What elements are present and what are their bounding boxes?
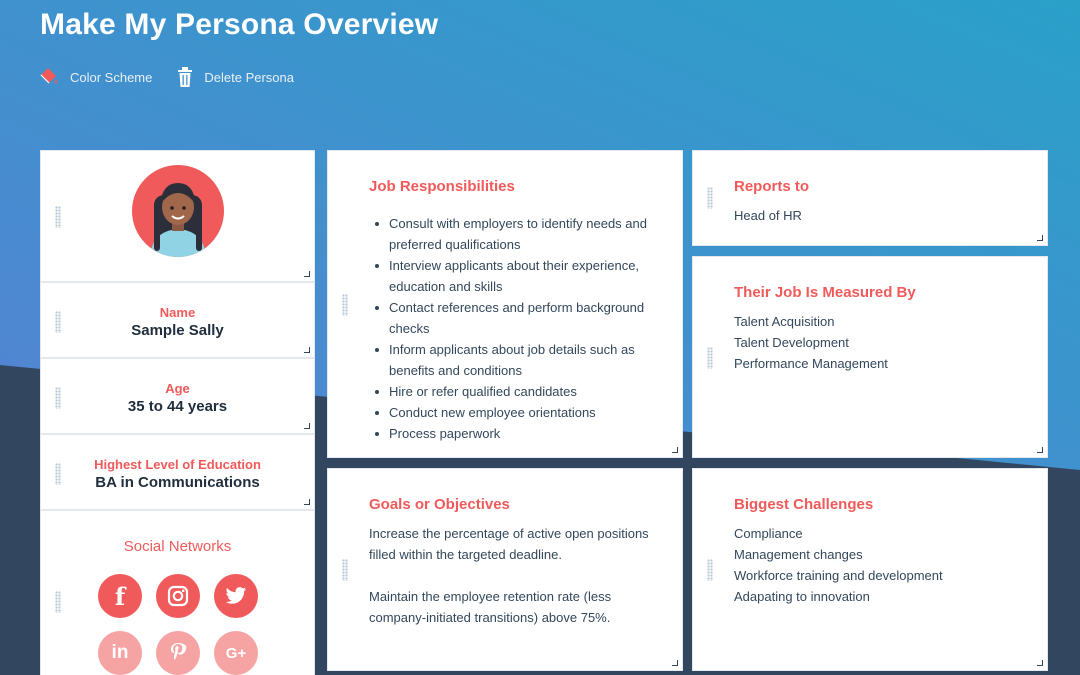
reports-to-value[interactable]: Head of HR xyxy=(734,208,802,223)
drag-handle[interactable] xyxy=(55,591,61,613)
resize-handle[interactable] xyxy=(1037,235,1043,241)
measured-by-title: Their Job Is Measured By xyxy=(734,284,916,301)
toolbar xyxy=(38,66,294,88)
trash-icon xyxy=(176,66,194,88)
resize-handle[interactable] xyxy=(1037,660,1043,666)
drag-handle[interactable] xyxy=(707,347,713,369)
resize-handle[interactable] xyxy=(304,271,310,277)
goals-title: Goals or Objectives xyxy=(369,496,510,513)
list-item[interactable]: Interview applicants about their experience, education and skills xyxy=(369,255,654,297)
goal-paragraph: Increase the percentage of active open positions filled within the targeted deadline. xyxy=(369,526,649,562)
age-card xyxy=(40,358,315,434)
avatar-card xyxy=(40,150,315,282)
delete-persona-label: Delete Persona xyxy=(204,69,294,85)
color-scheme-label: Color Scheme xyxy=(70,69,153,85)
name-value[interactable]: Sample Sally xyxy=(131,322,224,339)
list-item[interactable]: Conduct new employee orientations xyxy=(369,402,654,423)
facebook-icon[interactable]: f xyxy=(98,574,142,618)
resize-handle[interactable] xyxy=(304,499,310,505)
linkedin-icon[interactable]: in xyxy=(98,631,142,675)
goals-card xyxy=(327,468,683,671)
instagram-icon[interactable] xyxy=(156,574,200,618)
job-responsibilities-list xyxy=(369,213,654,444)
challenges-title: Biggest Challenges xyxy=(734,496,874,513)
measured-by-card xyxy=(692,256,1048,458)
age-label: Age xyxy=(165,381,190,396)
name-label: Name xyxy=(159,305,196,320)
page-title: Make My Persona Overview xyxy=(40,8,439,41)
job-responsibilities-card xyxy=(327,150,683,458)
name-card xyxy=(40,282,315,358)
challenges-list[interactable] xyxy=(734,523,943,607)
drag-handle[interactable] xyxy=(55,206,61,228)
social-networks-card xyxy=(40,510,315,675)
social-networks-title: Social Networks xyxy=(123,538,232,555)
resize-handle[interactable] xyxy=(672,447,678,453)
resize-handle[interactable] xyxy=(304,347,310,353)
drag-handle[interactable] xyxy=(707,187,713,209)
goal-paragraph: Maintain the employee retention rate (less company-initiated transitions) above 75%. xyxy=(369,589,612,625)
avatar xyxy=(132,165,224,257)
color-scheme-button[interactable] xyxy=(38,66,152,88)
list-item: Workforce training and development xyxy=(734,568,943,583)
education-card xyxy=(40,434,315,510)
paint-bucket-icon xyxy=(38,66,60,88)
reports-to-card xyxy=(692,150,1048,246)
list-item: Performance Management xyxy=(734,356,888,371)
reports-to-title: Reports to xyxy=(734,178,809,195)
drag-handle[interactable] xyxy=(707,559,713,581)
age-value[interactable]: 35 to 44 years xyxy=(127,398,228,415)
list-item[interactable]: Hire or refer qualified candidates xyxy=(369,381,654,402)
job-responsibilities-title: Job Responsibilities xyxy=(369,178,515,195)
list-item[interactable]: Inform applicants about job details such as benefits and conditions xyxy=(369,339,654,381)
drag-handle[interactable] xyxy=(342,559,348,581)
pinterest-icon[interactable] xyxy=(156,631,200,675)
list-item: Compliance xyxy=(734,526,803,541)
list-item: Adapating to innovation xyxy=(734,589,870,604)
twitter-icon[interactable] xyxy=(214,574,258,618)
drag-handle[interactable] xyxy=(342,294,348,316)
goals-text[interactable] xyxy=(369,523,659,628)
education-value[interactable]: BA in Communications xyxy=(95,474,260,491)
list-item[interactable]: Process paperwork xyxy=(369,423,654,444)
resize-handle[interactable] xyxy=(304,423,310,429)
list-item: Talent Acquisition xyxy=(734,314,835,329)
resize-handle[interactable] xyxy=(1037,447,1043,453)
challenges-card xyxy=(692,468,1048,671)
google-plus-icon[interactable]: G+ xyxy=(214,631,258,675)
education-label: Highest Level of Education xyxy=(94,457,261,472)
measured-by-list[interactable] xyxy=(734,311,888,374)
resize-handle[interactable] xyxy=(672,660,678,666)
delete-persona-button[interactable] xyxy=(176,66,294,88)
list-item[interactable]: Contact references and perform background checks xyxy=(369,297,654,339)
list-item[interactable]: Consult with employers to identify needs and preferred qualifications xyxy=(369,213,654,255)
list-item: Talent Development xyxy=(734,335,849,350)
list-item: Management changes xyxy=(734,547,863,562)
